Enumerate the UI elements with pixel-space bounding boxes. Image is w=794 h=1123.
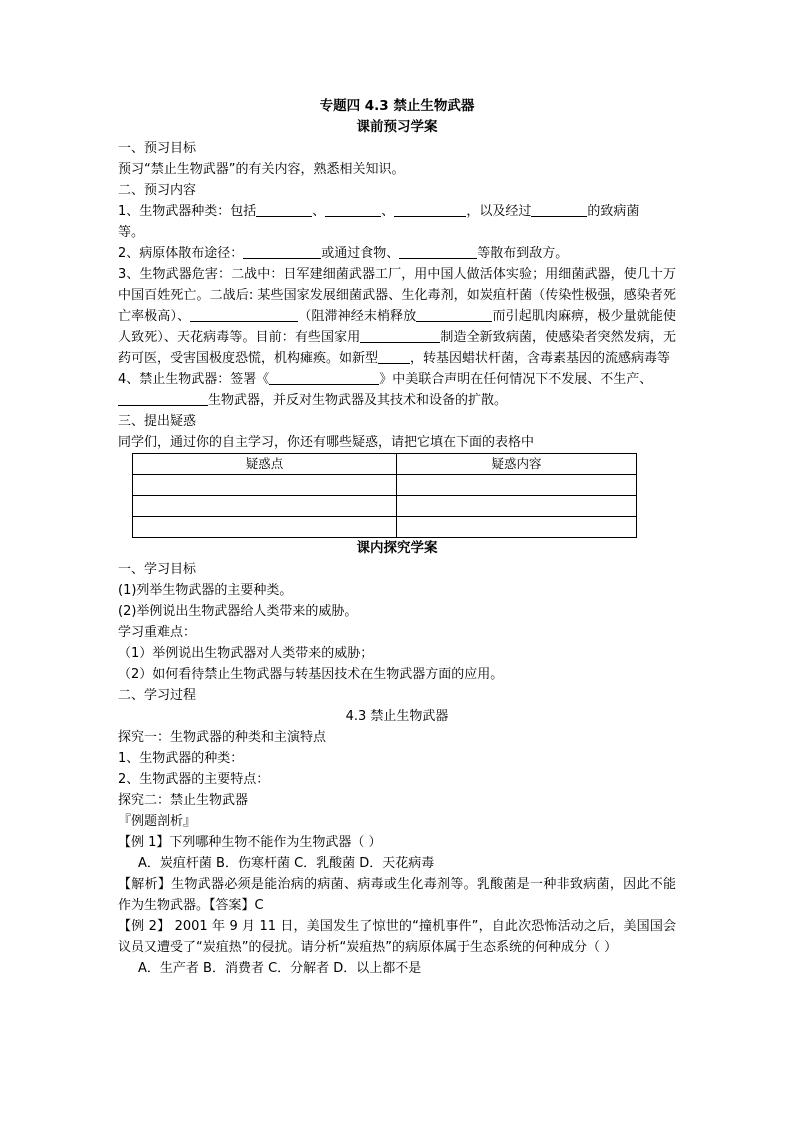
item-3: 3、生物武器危害：二战中：日军建细菌武器工厂，用中国人做活体实验；用细菌武器，使几十万中国百姓死亡。二战后: 某些国家发展细菌武器、生化毒剂，如炭疽杆菌（传染性极强，感染者死亡率极高）、 （阻滞神经末梢释放 而引起肌肉麻痹，极少量就能使人致死）、天花病毒等。目前：有些国家用 制造全新致病菌，使感染者突然发病，无药可医，受害国极度恐慌，机构瘫痪。如新型 ，转基因蜡状杆菌，含毒素基因的流感病毒等 bbox=[118, 267, 676, 366]
blank-4a[interactable] bbox=[269, 370, 379, 385]
key-points-heading: 学习重难点： bbox=[118, 625, 197, 640]
table-row bbox=[133, 496, 637, 517]
s1-heading-goal: 一、预习目标 bbox=[118, 141, 197, 156]
table-cell[interactable] bbox=[133, 496, 397, 517]
blank-1c[interactable] bbox=[394, 202, 466, 217]
doubts-prompt: 同学们，通过你的自主学习，你还有哪些疑惑，请把它填在下面的表格中 bbox=[118, 435, 535, 450]
blank-1d[interactable] bbox=[531, 202, 587, 217]
blank-1b[interactable] bbox=[325, 202, 381, 217]
table-row bbox=[133, 475, 637, 496]
table-row bbox=[133, 517, 637, 538]
blank-3c[interactable] bbox=[360, 328, 440, 343]
explore-1: 探究一：生物武器的种类和主演特点 bbox=[118, 730, 327, 745]
blank-3b[interactable] bbox=[416, 307, 492, 322]
header-doubt-content: 疑惑内容 bbox=[397, 454, 637, 475]
s2-goal-1: (1)列举生物武器的主要种类。 bbox=[118, 583, 293, 598]
blank-3a[interactable] bbox=[190, 307, 298, 322]
table-cell[interactable] bbox=[397, 475, 637, 496]
s2-goal-2: (2)举例说出生物武器给人类带来的威胁。 bbox=[118, 604, 358, 619]
s1-heading-doubts: 三、提出疑惑 bbox=[118, 414, 197, 429]
key-point-1: （1）举例说出生物武器对人类带来的威胁； bbox=[118, 646, 374, 661]
case-analysis-heading: 『例题剖析』 bbox=[118, 814, 197, 829]
item-1: 1、生物武器种类：包括 、 、 ，以及经过 的致病菌 等。 bbox=[118, 204, 640, 240]
blank-3d[interactable] bbox=[378, 349, 410, 364]
item-2: 2、病原体散布途径： 或通过食物、 等散布到敌方。 bbox=[118, 246, 569, 261]
blank-4b[interactable] bbox=[118, 391, 208, 406]
document-page bbox=[118, 96, 676, 979]
table-cell[interactable] bbox=[397, 496, 637, 517]
s2-heading-goal: 一、学习目标 bbox=[118, 562, 197, 577]
part1-heading: 课前预习学案 bbox=[356, 119, 438, 135]
part2-heading: 课内探究学案 bbox=[356, 540, 438, 556]
table-cell[interactable] bbox=[133, 475, 397, 496]
explore-1-item-1: 1、生物武器的种类： bbox=[118, 751, 244, 766]
answer-1: 【解析】生物武器必须是能治病的病菌、病毒或生化毒剂等。乳酸菌是一种非致病菌，因此不能作为生物武器。【答案】C bbox=[118, 877, 676, 913]
blank-2a[interactable] bbox=[243, 244, 321, 259]
question-2-options: A．生产者 B．消费者 C．分解者 D．以上都不是 bbox=[138, 961, 422, 976]
question-1: 【例 1】下列哪种生物不能作为生物武器（ ） bbox=[118, 835, 382, 850]
blank-1a[interactable] bbox=[256, 202, 312, 217]
s2-heading-process: 二、学习过程 bbox=[118, 688, 197, 703]
explore-1-item-2: 2、生物武器的主要特点： bbox=[118, 772, 270, 787]
doubts-table bbox=[132, 453, 637, 538]
blank-2b[interactable] bbox=[399, 244, 477, 259]
table-header-row bbox=[133, 454, 637, 475]
s1-goal: 预习“禁止生物武器”的有关内容，熟悉相关知识。 bbox=[118, 162, 405, 177]
s1-heading-content: 二、预习内容 bbox=[118, 183, 197, 198]
question-2: 【例 2】 2001 年 9 月 11 日，美国发生了惊世的“撞机事件”，自此次恐怖活动之后，美国国会议员又遭受了“炭疽热”的侵扰。请分析“炭疽热”的病原体属于生态系统的何种成分（ ） bbox=[118, 919, 676, 955]
header-doubt-point: 疑惑点 bbox=[133, 454, 397, 475]
item-4: 4、禁止生物武器：签署《 》中美联合声明在任何情况下不发展、不生产、生物武器，并反对生物武器及其技术和设备的扩散。 bbox=[118, 372, 653, 408]
explore-2: 探究二：禁止生物武器 bbox=[118, 793, 249, 808]
document-title: 专题四 4.3 禁止生物武器 bbox=[319, 98, 475, 114]
question-1-options: A．炭疽杆菌 B．伤寒杆菌 C．乳酸菌 D．天花病毒 bbox=[138, 856, 435, 871]
table-cell[interactable] bbox=[133, 517, 397, 538]
lesson-subtitle: 4.3 禁止生物武器 bbox=[345, 709, 449, 724]
key-point-2: （2）如何看待禁止生物武器与转基因技术在生物武器方面的应用。 bbox=[118, 667, 504, 682]
table-cell[interactable] bbox=[397, 517, 637, 538]
